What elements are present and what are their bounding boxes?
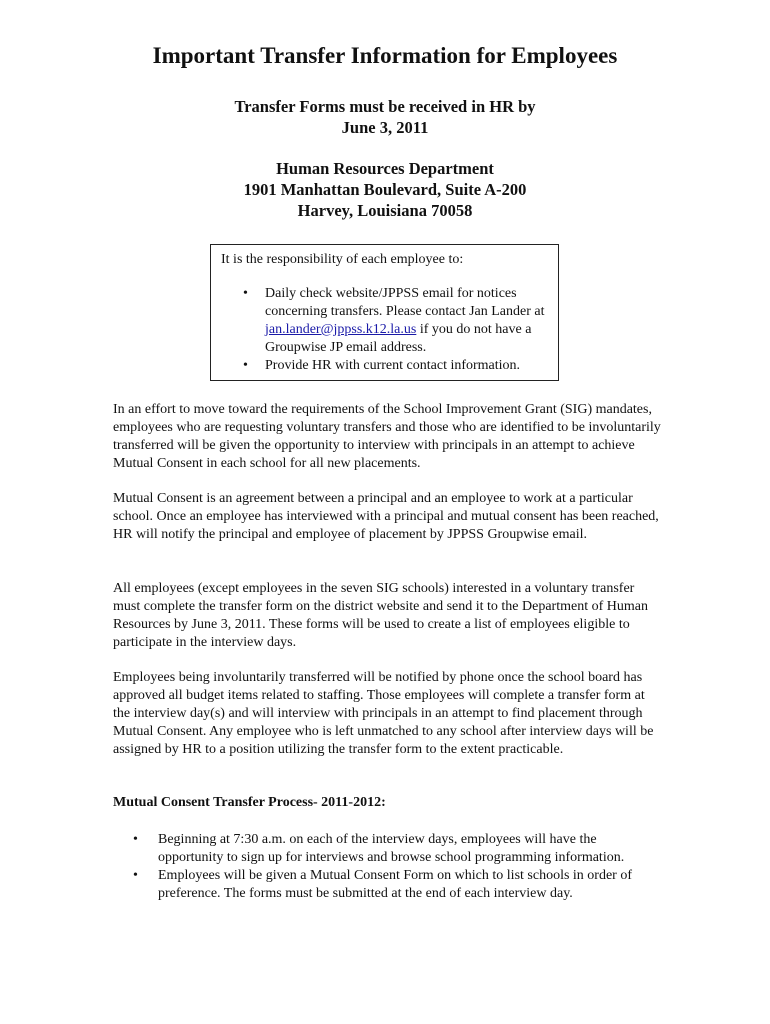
process-list [113,831,663,903]
paragraph-sig-requirements: In an effort to move toward the requirements of the School Improvement Grant (SIG) mandates, employees who are requesting voluntary transfers and those who are identified to be involuntarily transferred will be given the opportunity to interview with principals in an attempt to achieve Mutual Consent in each school for all new placements. [113,402,661,471]
responsibility-item [221,285,548,357]
process-item [113,831,663,867]
department-street: 1901 Manhattan Boulevard, Suite A-200 [243,180,527,199]
paragraph-involuntary-transfer: Employees being involuntarily transferred will be notified by phone once the school board has approved all budget items related to staffing. Those employees will complete a transfer form at the interview day(s) and will interview with principals in an attempt to find placement through Mutual Consent. Any employee who is left unmatched to any school after interview days will be assigned by HR to a position utilizing the transfer form to the extent practicable. [113,670,654,757]
bullet-icon: • [133,832,138,847]
process-item [113,867,663,903]
bullet-icon: • [133,868,138,883]
responsibility-box [210,244,559,381]
paragraph-mutual-consent: Mutual Consent is an agreement between a principal and an employee to work at a particular school. Once an employee has interviewed with a principal and mutual consent has been reached, HR will notify the principal and employee of placement by JPPSS Groupwise email. [113,491,659,542]
bullet-icon: • [243,358,248,373]
paragraph-voluntary-transfer: All employees (except employees in the seven SIG schools) interested in a voluntary transfer must complete the transfer form on the district website and send it to the Department of Human Resources by June 3, 2011. These forms will be used to create a list of employees eligible to participate in the interview days. [113,581,648,650]
email-link[interactable]: jan.lander@jppss.k12.la.us [265,322,417,337]
process-heading: Mutual Consent Transfer Process- 2011-2012: [113,795,386,810]
deadline-date: June 3, 2011 [341,118,429,137]
bullet-icon: • [243,286,248,301]
page-title: Important Transfer Information for Employees [152,43,618,68]
process-item-text: Employees will be given a Mutual Consent Form on which to list schools in order of preference. The forms must be submitted at the end of each interview day. [158,868,632,901]
responsibility-item-text: Daily check website/JPPSS email for notices concerning transfers. Please contact Jan Lander at [265,286,545,319]
responsibility-item-text: Provide HR with current contact information. [265,358,521,373]
responsibility-item [221,357,548,375]
responsibility-intro: It is the responsibility of each employee to: [221,252,464,267]
responsibility-list [221,285,548,375]
department-name: Human Resources Department [276,159,494,178]
hr-address-block [0,158,770,221]
deadline-line-1: Transfer Forms must be received in HR by [234,97,536,116]
process-item-text: Beginning at 7:30 a.m. on each of the interview days, employees will have the opportunity to sign up for interviews and browse school programming information. [158,832,625,865]
submission-deadline [0,96,770,138]
responsibility-item-text-end: if you do not have a Groupwise JP email address. [265,322,532,355]
department-city: Harvey, Louisiana 70058 [297,201,473,220]
